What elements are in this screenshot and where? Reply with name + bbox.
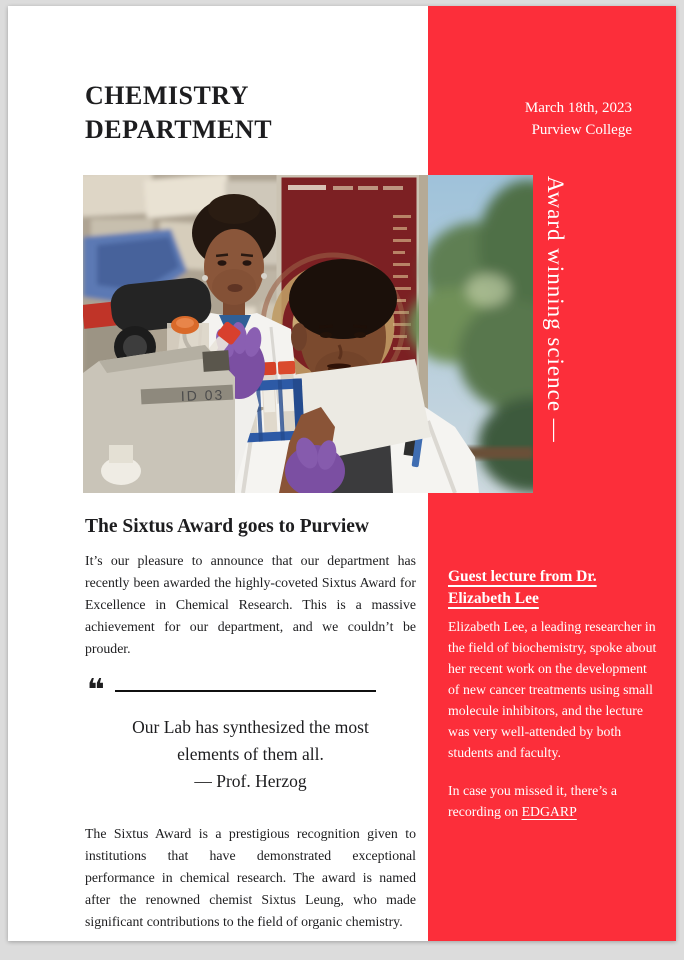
institution-name: Purview College	[531, 122, 632, 138]
sidebar-guest-lecture	[448, 566, 658, 822]
article-main	[85, 514, 416, 933]
pull-quote	[85, 673, 416, 795]
pull-quote-rule-row	[85, 673, 416, 708]
vertical-tagline: Award winning science —	[543, 176, 568, 443]
pull-quote-attribution: — Prof. Herzog	[194, 771, 307, 791]
article-headline: The Sixtus Award goes to Purview	[85, 516, 370, 537]
quote-mark-icon: ❝	[87, 673, 105, 708]
sidebar-footer-prefix: In case you missed it, there’s a recording on	[448, 783, 617, 819]
lab-photo	[83, 175, 533, 493]
newsletter-page	[8, 6, 676, 941]
sidebar-heading-link[interactable]: Guest lecture from Dr. Elizabeth Lee	[448, 568, 597, 607]
quote-rule-line	[115, 690, 376, 692]
equipment-label: ID 03	[180, 386, 225, 404]
article-paragraph-1: It’s our pleasure to announce that our department has recently been awarded the highly-coveted Sixtus Award for Excellence in Chemical Research. This is a massive achievement for our department, and we couldn’t be prouder.	[85, 553, 416, 656]
article-paragraph-2: The Sixtus Award is a prestigious recognition given to institutions that have demonstrated exceptional performance in chemical research. The award is named after the renowned chemist Sixtus Leung, who made significant contributions to the field of organic chemistry.	[85, 826, 416, 929]
masthead-title	[85, 79, 415, 147]
edgarp-link[interactable]: EDGARP	[521, 804, 577, 819]
masthead-dateblock	[428, 97, 676, 141]
issue-date: March 18th, 2023	[524, 100, 632, 116]
sidebar-body-text: Elizabeth Lee, a leading researcher in the field of biochemistry, spoke about her recent work on the development of new cancer treatments using small molecule inhibitors, and the lecture was very well-attended by both students and faculty.	[448, 619, 657, 760]
masthead-title-line1: CHEMISTRY	[85, 81, 249, 110]
pull-quote-text: Our Lab has synthesized the most elements of them all.	[132, 717, 369, 764]
sidebar-footer-text	[448, 780, 658, 822]
masthead-title-line2: DEPARTMENT	[85, 115, 273, 144]
